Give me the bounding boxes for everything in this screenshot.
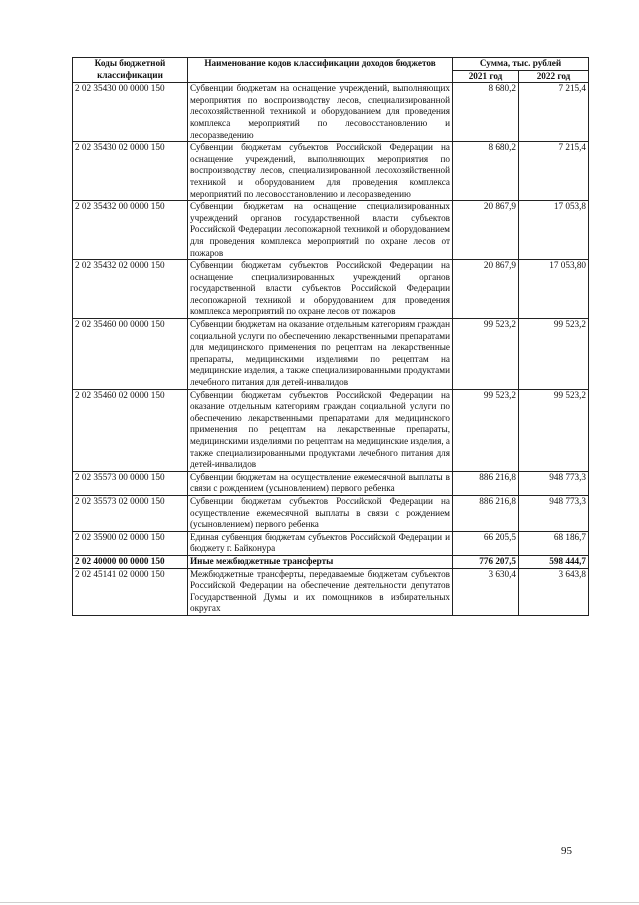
name-cell: Субвенции бюджетам субъектов Российской Федерации на оснащение учреждений, выполняющих мероприятия по воспроизводству лесов, специализированной лесохозяйственной техникой и оборудованием для проведения комплекса мероприятий по лесовосстановлению и лесоразведению — [188, 142, 453, 201]
value-2022-cell: 17 053,80 — [519, 260, 589, 319]
table-row — [73, 495, 589, 531]
table-row — [73, 260, 589, 319]
value-2021-cell: 3 630,4 — [453, 568, 519, 615]
value-2021-cell: 99 523,2 — [453, 389, 519, 471]
value-2022-cell: 17 053,8 — [519, 201, 589, 260]
value-2021-cell: 8 680,2 — [453, 83, 519, 142]
code-cell: 2 02 35573 02 0000 150 — [73, 495, 188, 531]
value-2021-cell: 20 867,9 — [453, 201, 519, 260]
table-row — [73, 531, 589, 555]
value-2021-cell: 66 205,5 — [453, 531, 519, 555]
table-row — [73, 142, 589, 201]
value-2021-cell: 20 867,9 — [453, 260, 519, 319]
code-cell: 2 02 35460 00 0000 150 — [73, 319, 188, 390]
budget-income-table — [72, 57, 589, 616]
name-cell: Субвенции бюджетам на оснащение специализированных учреждений органов государственной власти субъектов Российской Федерации лесопожарной техникой и оборудованием для проведения комплекса мероприятий по охране лесов от пожаров — [188, 201, 453, 260]
code-cell: 2 02 35573 00 0000 150 — [73, 471, 188, 495]
value-2022-cell: 99 523,2 — [519, 389, 589, 471]
value-2022-cell: 3 643,8 — [519, 568, 589, 615]
code-cell: 2 02 35430 02 0000 150 — [73, 142, 188, 201]
code-cell: 2 02 35900 02 0000 150 — [73, 531, 188, 555]
value-2022-cell: 598 444,7 — [519, 555, 589, 568]
name-cell: Субвенции бюджетам субъектов Российской Федерации на осуществление ежемесячной выплаты в связи с рождением (усыновлением) первого ребенка — [188, 495, 453, 531]
code-cell: 2 02 35460 02 0000 150 — [73, 389, 188, 471]
header-code: Коды бюджетной классификации — [73, 58, 188, 83]
value-2022-cell: 7 215,4 — [519, 83, 589, 142]
name-cell: Единая субвенция бюджетам субъектов Российской Федерации и бюджету г. Байконура — [188, 531, 453, 555]
value-2021-cell: 99 523,2 — [453, 319, 519, 390]
table-row — [73, 201, 589, 260]
value-2021-cell: 886 216,8 — [453, 471, 519, 495]
name-cell: Субвенции бюджетам на оснащение учреждений, выполняющих мероприятия по воспроизводству лесов, специализированной лесохозяйственной техникой и оборудованием для проведения комплекса мероприятий по лесовосстановлению и лесоразведению — [188, 83, 453, 142]
name-cell: Межбюджетные трансферты, передаваемые бюджетам субъектов Российской Федерации на обеспечение деятельности депутатов Государственной Думы и их помощников в избирательных округах — [188, 568, 453, 615]
table-row — [73, 389, 589, 471]
table-header-row — [73, 58, 589, 71]
header-year-2022: 2022 год — [519, 70, 589, 83]
header-year-2021: 2021 год — [453, 70, 519, 83]
code-cell: 2 02 45141 02 0000 150 — [73, 568, 188, 615]
value-2021-cell: 776 207,5 — [453, 555, 519, 568]
table-row — [73, 555, 589, 568]
name-cell: Субвенции бюджетам субъектов Российской Федерации на оказание отдельным категориям граждан социальной услуги по обеспечению лекарственными препаратами для медицинского применения по рецептам на лекарственные препараты, медицинскими изделиями по рецептам на медицинские изделия, а также специализированными продуктами лечебного питания для детей-инвалидов — [188, 389, 453, 471]
page-edge-line — [0, 902, 639, 903]
table-row — [73, 319, 589, 390]
value-2021-cell: 886 216,8 — [453, 495, 519, 531]
code-cell: 2 02 40000 00 0000 150 — [73, 555, 188, 568]
code-cell: 2 02 35430 00 0000 150 — [73, 83, 188, 142]
table-row — [73, 83, 589, 142]
table-body — [73, 83, 589, 616]
code-cell: 2 02 35432 00 0000 150 — [73, 201, 188, 260]
name-cell: Субвенции бюджетам на оказание отдельным категориям граждан социальной услуги по обеспечению лекарственными препаратами для медицинского применения по рецептам на лекарственные препараты, медицинскими изделиями по рецептам на медицинские изделия, а также специализированными продуктами лечебного питания для детей-инвалидов — [188, 319, 453, 390]
table-row — [73, 471, 589, 495]
name-cell: Субвенции бюджетам субъектов Российской Федерации на оснащение специализированных учреждений органов государственной власти субъектов Российской Федерации лесопожарной техникой и оборудованием для проведения комплекса мероприятий по охране лесов от пожаров — [188, 260, 453, 319]
table-row — [73, 568, 589, 615]
value-2022-cell: 948 773,3 — [519, 495, 589, 531]
value-2021-cell: 8 680,2 — [453, 142, 519, 201]
value-2022-cell: 948 773,3 — [519, 471, 589, 495]
value-2022-cell: 68 186,7 — [519, 531, 589, 555]
header-sum: Сумма, тыс. рублей — [453, 58, 589, 71]
header-name: Наименование кодов классификации доходов бюджетов — [188, 58, 453, 83]
value-2022-cell: 99 523,2 — [519, 319, 589, 390]
value-2022-cell: 7 215,4 — [519, 142, 589, 201]
code-cell: 2 02 35432 02 0000 150 — [73, 260, 188, 319]
name-cell: Субвенции бюджетам на осуществление ежемесячной выплаты в связи с рождением (усыновлением) первого ребенка — [188, 471, 453, 495]
page-number: 95 — [561, 845, 572, 857]
name-cell: Иные межбюджетные трансферты — [188, 555, 453, 568]
